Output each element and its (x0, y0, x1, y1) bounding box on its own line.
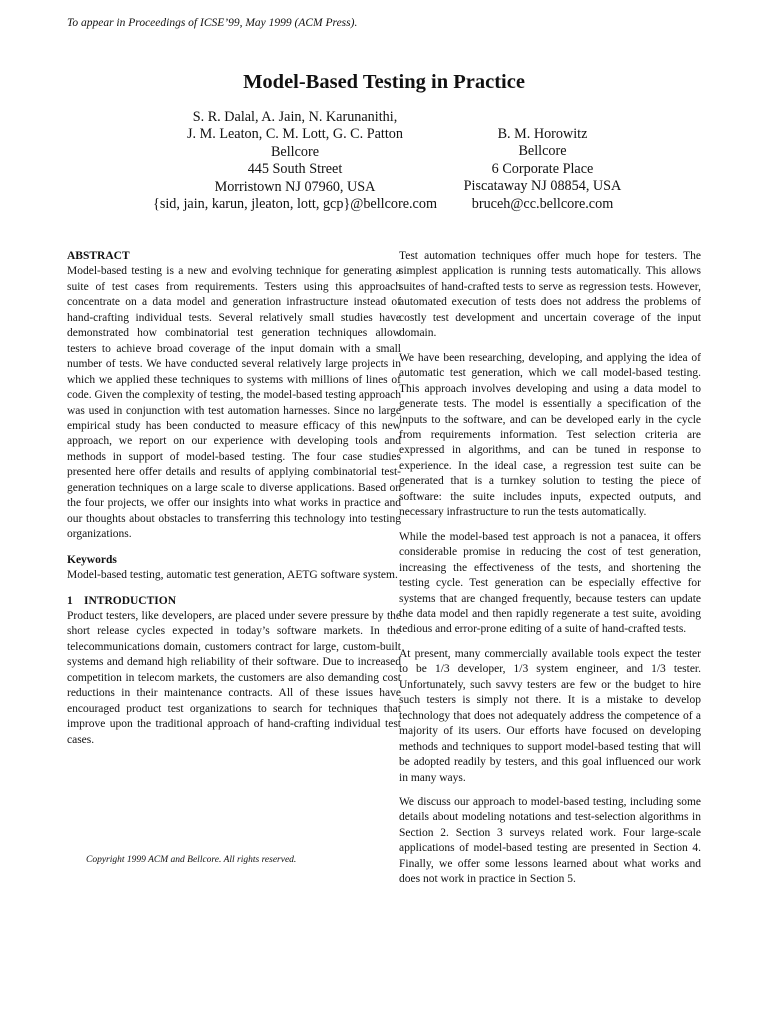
author-line: S. R. Dalal, A. Jain, N. Karunanithi, (192, 109, 398, 125)
email-line: bruceh@cc.bellcore.com (471, 195, 614, 212)
right-column (399, 249, 701, 897)
body-paragraph: While the model-based test approach is not a panacea, it offers considerable promise in reducing the cost of test generation, increasing the effectiveness of the tests, and shortening the testing cycle. Test generation can be especially effective for systems that are changed frequently, because testers can update the data model and then rapidly regenerate a test suite, avoiding tedious and error-prone editing of a suite of hand-crafted tests. (399, 530, 701, 636)
left-column (67, 249, 401, 757)
keywords-text: Model-based testing, automatic test generation, AETG software system. (67, 569, 398, 582)
section-title: INTRODUCTION (84, 594, 177, 607)
author-block-left (140, 109, 450, 213)
introduction-text: Product testers, like developers, are placed under severe pressure by the short release cycles expected in today’s software markets. In the telecommunications domain, customers contract for large, custom-built systems and demand high reliability of their software. Due to increased competition in telecom markets, the customers are also demanding cost reductions in their maintenance contracts. All of these issues have encouraged product test organizations to search for techniques that improve upon the traditional approach of hand-crafting individual test cases. (67, 609, 401, 746)
abstract-heading: ABSTRACT (67, 250, 130, 262)
body-paragraph: We discuss our approach to model-based testing, including some details about modeling notations and test-selection algorithms in Section 2. Section 3 surveys related work. Four large-scale applications of model-based testing are presented in Section 4. Finally, we offer some lessons learned about what works and does not work in practice in Section 5. (399, 795, 701, 886)
keywords-heading: Keywords (67, 553, 117, 566)
copyright-notice: Copyright 1999 ACM and Bellcore. All rights reserved. (86, 855, 297, 865)
author-line: J. M. Leaton, C. M. Lott, G. C. Patton (187, 126, 403, 143)
body-paragraph: Test automation techniques offer much hope for testers. The simplest application is running tests automatically. This allows suites of hand-crafted tests to serve as regression tests. However, automated execution of tests does not address the problems of costly test development and uncertain coverage of the input domain. (399, 250, 701, 340)
email-line: {sid, jain, karun, jleaton, lott, gcp}@bellcore.com (153, 196, 437, 213)
body-paragraph: We have been researching, developing, and applying the idea of automatic test generation, which we call model-based testing. This approach involves developing and using a data model to generate tests. The model is essentially a specification of the inputs to the software, and can be developed early in the cycle from requirements information. Test selection criteria are expressed in algorithms, and can be tuned in response to experience. In the ideal case, a regression test suite can be generated that is a turnkey solution to testing the piece of software: the suite includes inputs, expected outputs, and necessary infrastructure to run the tests automatically. (399, 351, 701, 519)
publication-note: To appear in Proceedings of ICSE’99, May 1999 (ACM Press). (67, 17, 358, 29)
body-paragraph: At present, many commercially available tools expect the tester to be 1/3 developer, 1/3 system engineer, and 1/3 tester. Unfortunately, such savvy testers are few or the budget to hire such testers is simply not there. It is a mistake to develop technology that does not adequately address the competence of a majority of its users. Our efforts have focused on developing methods and techniques to support model-based testing that will be adopted readily by testers, and this goal influenced our work in many ways. (399, 647, 701, 784)
introduction-heading (67, 594, 401, 609)
abstract-text: Model-based testing is a new and evolving technique for generating a suite of test cases from requirements. Testers using this approach concentrate on a data model and generation infrastructure instead of hand-crafting individual tests. Several relatively small studies have demonstrated how combinatorial test generation techniques allow testers to achieve broad coverage of the input domain with a small number of tests. We have conducted several relatively large projects in which we applied these techniques to systems with millions of lines of code. Given the complexity of testing, the model-based testing approach was used in conjunction with test automation harnesses. Since no large empirical study has been conducted to measure efficacy of this new approach, we report on our experience with developing tools and methods in support of model-based testing. The four case studies presented here offer details and results of applying combinatorial test-generation techniques on a large scale to diverse applications. Based on the four projects, we offer our insights into what works in practice and our thoughts about obstacles to transferring this technology into testing organizations. (67, 265, 401, 541)
address-line: 6 Corporate Place (491, 160, 594, 177)
author-block-right (450, 126, 635, 213)
address-line: Morristown NJ 07960, USA (214, 178, 376, 195)
affiliation-line: Bellcore (270, 143, 320, 160)
author-line: B. M. Horowitz (497, 126, 588, 142)
affiliation-line: Bellcore (518, 143, 567, 160)
address-line: Piscataway NJ 08854, USA (463, 178, 622, 195)
paper-title: Model-Based Testing in Practice (243, 71, 525, 93)
section-number: 1 (67, 594, 73, 607)
address-line: 445 South Street (247, 161, 343, 178)
